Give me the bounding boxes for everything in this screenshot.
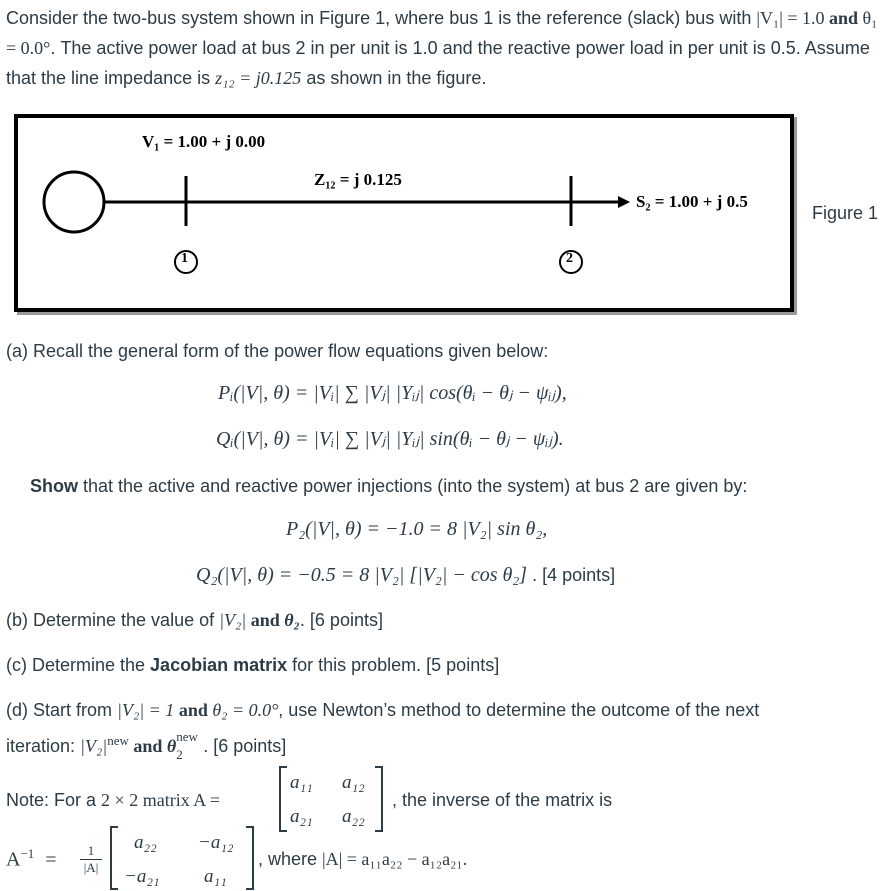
intro-text-3: as shown in the figure.	[301, 68, 487, 88]
v1-magnitude: |V₁| = 1.0	[756, 8, 825, 28]
note-line	[6, 787, 220, 813]
part-d-and2: and	[128, 736, 167, 756]
inverse-where: , where	[258, 849, 323, 869]
matrix-a22: a₂₂	[342, 806, 365, 827]
inverse-c21: −a₂₁	[124, 866, 160, 887]
part-d-theta-sub: 2	[176, 747, 183, 762]
note-pre: Note: For a	[6, 790, 102, 810]
part-d-new-sup: new	[107, 733, 129, 748]
show-bold: Show	[30, 476, 78, 496]
part-d-v2: |V₂| = 1	[117, 700, 175, 720]
part-d-theta-sup: new	[176, 729, 198, 744]
matrix-a21: a₂₁	[290, 806, 313, 827]
part-d-v2new: |V₂|	[80, 736, 108, 756]
part-b-pre: (b) Determine the value of	[6, 610, 220, 630]
matrix-a11: a₁₁	[290, 772, 313, 793]
v1-label: V₁ = 1.00 + j 0.00	[142, 132, 266, 151]
part-b-and: and	[246, 610, 285, 630]
part-d-post: , use Newton’s method to determine the outcome of the next	[278, 700, 760, 720]
s2-label: S₂ = 1.00 + j 0.5	[636, 192, 748, 211]
load-arrow-icon	[618, 196, 630, 208]
note-dim: 2 × 2	[101, 790, 139, 810]
matrix-right-bracket	[375, 766, 383, 832]
part-c-pre: (c) Determine the	[6, 655, 151, 675]
inverse-lhs	[6, 846, 57, 872]
part-d-points: . [6 points]	[198, 736, 287, 756]
part-b-theta2: θ₂	[284, 610, 300, 630]
power-flow-eq-p: Pᵢ(|V|, θ) = |Vᵢ| ∑ |Vⱼ| |Yᵢⱼ| cos(θᵢ − θⱼ − ψᵢⱼ),	[218, 382, 567, 404]
part-c	[6, 652, 499, 678]
inverse-sup: −1	[20, 846, 35, 861]
circuit-svg	[18, 118, 790, 308]
intro-text-1: Consider the two-bus system shown in Figure 1, where bus 1 is the reference (slack) bus with	[6, 8, 757, 28]
part-d-and: and	[174, 700, 213, 720]
matrix-a12: a₁₂	[342, 772, 365, 793]
z12-label: Z₁₂ = j 0.125	[314, 170, 402, 189]
part-a-intro: (a) Recall the general form of the power flow equations given below:	[6, 341, 549, 361]
inverse-where-line	[258, 846, 467, 872]
bus2-eq-q-line	[196, 562, 615, 588]
inverse-eq: =	[45, 848, 57, 871]
matrix-left-bracket	[279, 766, 287, 832]
problem-intro	[6, 3, 886, 93]
generator-icon	[44, 172, 104, 232]
part-d-theta-new: θ	[166, 736, 177, 756]
inverse-det: |A| = a₁₁a₂₂ − a₁₂a₂₁.	[322, 849, 468, 869]
part-c-bold: Jacobian matrix	[150, 655, 288, 675]
bus2-eq-q: Q₂(|V|, θ) = −0.5 = 8 |V₂| [|V₂| − cos θ₂]	[196, 564, 528, 586]
inverse-right-bracket	[246, 826, 254, 890]
inverse-c12: −a₁₂	[198, 832, 234, 853]
figure-1-diagram	[14, 114, 794, 312]
part-c-post: for this problem. [5 points]	[287, 655, 500, 675]
part-b-post: . [6 points]	[299, 610, 383, 630]
intro-and: and	[824, 8, 863, 28]
part-d-theta2: θ₂ = 0.0°	[212, 700, 279, 720]
z12-value: z₁₂ = j0.125	[215, 68, 302, 88]
part-d-line2-pre: iteration:	[6, 736, 81, 756]
inverse-c11: a₂₂	[134, 832, 157, 853]
part-b	[6, 607, 383, 633]
power-flow-eq-q: Qᵢ(|V|, θ) = |Vᵢ| ∑ |Vⱼ| |Yᵢⱼ| sin(θᵢ − θⱼ − ψᵢⱼ).	[216, 428, 564, 450]
bus-1-number: 1	[181, 251, 188, 266]
part-d-line-1	[6, 697, 759, 723]
part-a-show	[30, 473, 747, 499]
part-a-points: . [4 points]	[527, 565, 616, 585]
part-b-v2: |V₂|	[219, 610, 247, 630]
note-post: , the inverse of the matrix is	[392, 790, 613, 810]
show-rest: that the active and reactive power injections (into the system) at bus 2 are given by:	[78, 476, 748, 496]
inverse-a: A	[6, 848, 21, 871]
note-mat: matrix A =	[138, 790, 220, 810]
fraction-den: |A|	[80, 859, 102, 876]
bus2-eq-p: P₂(|V|, θ) = −1.0 = 8 |V₂| sin θ₂,	[286, 518, 548, 540]
part-d-line-2	[6, 728, 287, 762]
intro-text-2: . The active power load at bus 2 in per unit is 1.0 and the reactive power load in per unit is 0.5. Assume that the line impedance is	[6, 38, 870, 88]
inverse-c22: a₁₁	[204, 866, 227, 887]
inverse-fraction	[80, 843, 102, 876]
fraction-num: 1	[87, 843, 95, 858]
theta1-value: θ₁ = 0.0°	[6, 8, 878, 58]
part-d-pre: (d) Start from	[6, 700, 118, 720]
figure-caption: Figure 1	[812, 203, 879, 223]
inverse-left-bracket	[110, 826, 118, 890]
bus-2-number: 2	[566, 251, 573, 266]
